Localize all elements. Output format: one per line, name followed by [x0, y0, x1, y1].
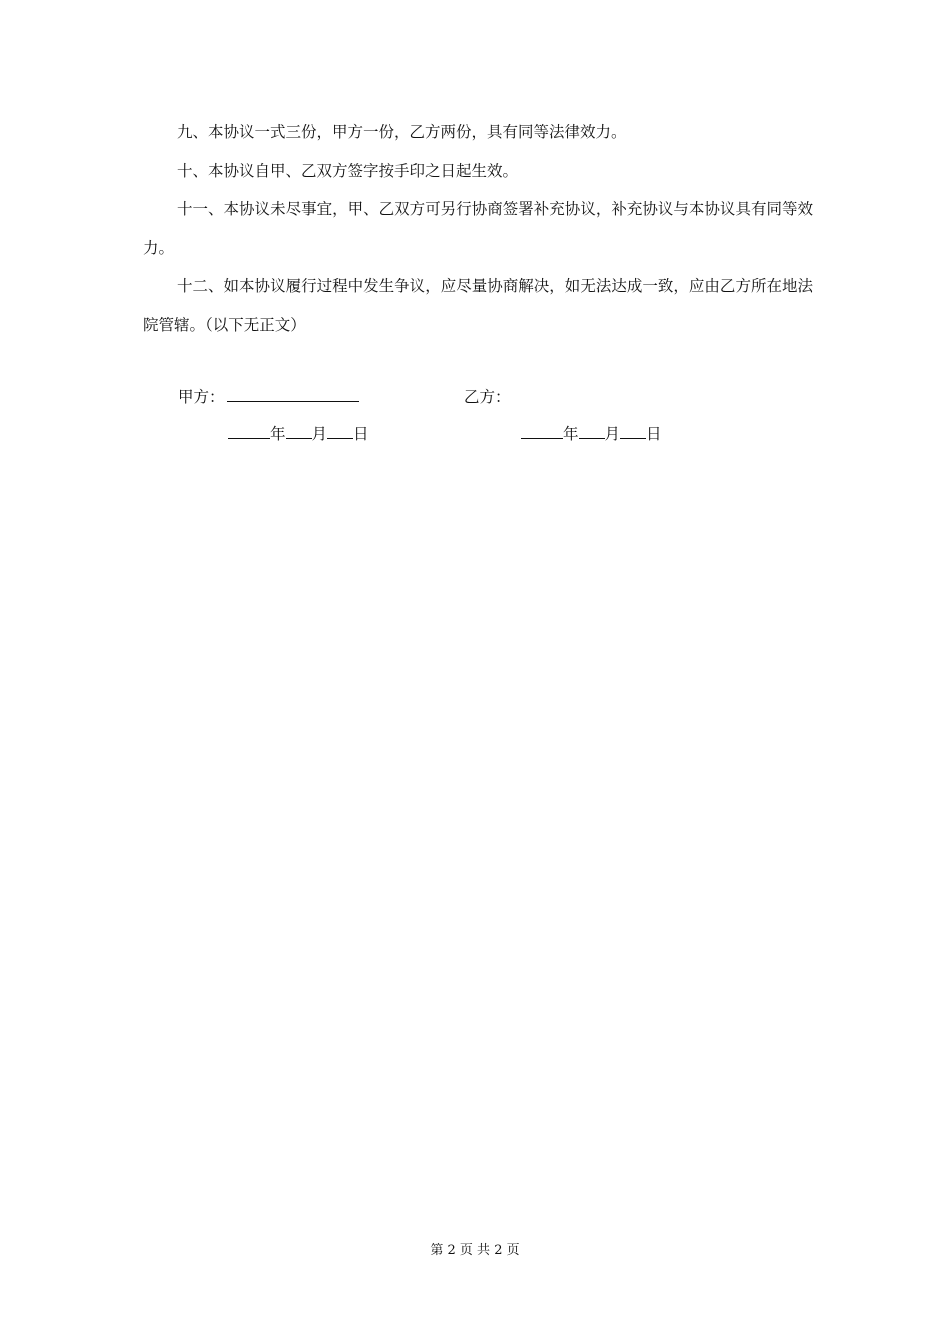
clause-12: 十二、如本协议履行过程中发生争议，应尽量协商解决，如无法达成一致，应由乙方所在地法院管辖。（以下无正文） — [143, 277, 813, 334]
party-a-signature-line — [227, 387, 359, 402]
contract-clauses — [143, 113, 813, 344]
month-blank — [286, 424, 312, 439]
page-footer: 第 2 页 共 2 页 — [430, 1243, 520, 1258]
month-label: 月 — [604, 425, 621, 443]
party-b-signature — [464, 385, 511, 407]
clause-9: 九、本协议一式三份，甲方一份，乙方两份，具有同等法律效力。 — [177, 123, 627, 141]
signature-block — [0, 380, 950, 450]
day-blank — [327, 424, 353, 439]
clause-11: 十一、本协议未尽事宜，甲、乙双方可另行协商签署补充协议，补充协议与本协议具有同等效力。 — [143, 200, 813, 257]
day-blank — [620, 424, 646, 439]
month-blank — [579, 424, 605, 439]
day-label: 日 — [353, 425, 369, 443]
day-label: 日 — [646, 425, 662, 443]
year-blank — [228, 424, 270, 439]
party-a-label: 甲方： — [178, 388, 225, 406]
year-blank — [521, 424, 563, 439]
party-a-signature — [178, 385, 359, 407]
year-label: 年 — [270, 425, 286, 443]
clause-10: 十、本协议自甲、乙双方签字按手印之日起生效。 — [177, 161, 519, 180]
party-b-date — [521, 422, 662, 444]
party-a-date — [228, 422, 369, 444]
party-b-label: 乙方： — [464, 388, 511, 406]
year-label: 年 — [563, 425, 579, 443]
month-label: 月 — [311, 425, 328, 443]
